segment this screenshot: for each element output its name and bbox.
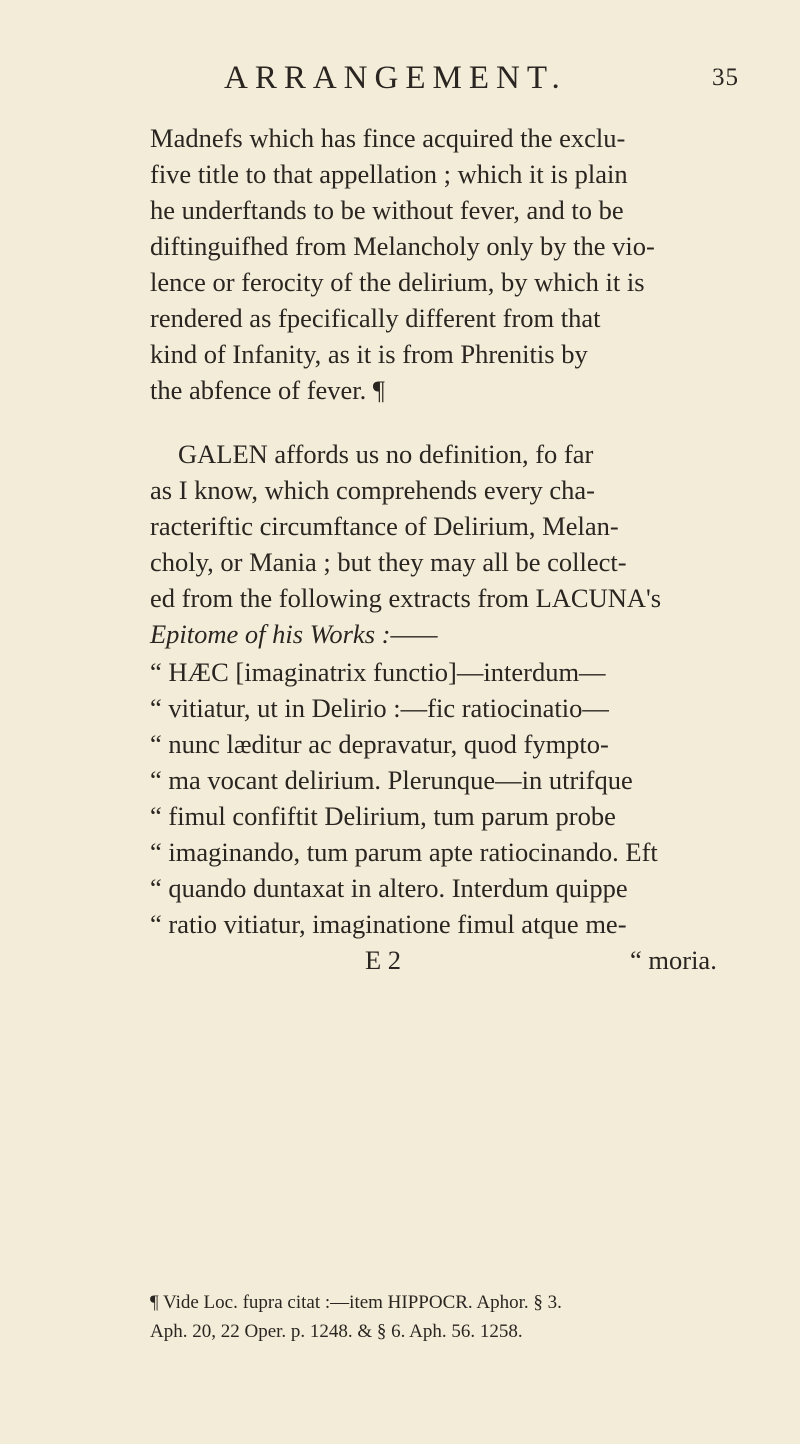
- quote-line: “ nunc læditur ac depravatur, quod fympto-: [150, 729, 609, 759]
- quote-line: “ imaginando, tum parum apte ratiocinando. Eft: [150, 837, 658, 867]
- quote-line: “ quando duntaxat in altero. Interdum quippe: [150, 873, 628, 903]
- text-line: choly, or Mania ; but they may all be collect-: [150, 547, 627, 577]
- text-line: he underftands to be without fever, and to be: [150, 195, 624, 225]
- body-text: [150, 120, 775, 978]
- text-line: GALEN affords us no definition, fo far: [178, 439, 594, 469]
- text-line: Epitome of his Works :——: [150, 619, 438, 649]
- signature-mark: E 2: [365, 945, 402, 975]
- footnote-line: ¶ Vide Loc. fupra citat :—item HIPPOCR. Aphor. § 3.: [150, 1292, 562, 1313]
- quote-line: “ fimul confiftit Delirium, tum parum probe: [150, 801, 616, 831]
- text-line: rendered as fpecifically different from that: [150, 303, 601, 333]
- text-line: lence or ferocity of the delirium, by which it is: [150, 267, 645, 297]
- page-number: 35: [712, 64, 739, 91]
- quote-line: “ vitiatur, ut in Delirio :—fic ratiocinatio—: [150, 693, 609, 723]
- catchword: “ moria.: [630, 945, 717, 975]
- text-line: racteriftic circumftance of Delirium, Melan-: [150, 511, 619, 541]
- text-line: diftinguifhed from Melancholy only by the vio-: [150, 231, 655, 261]
- text-line: Madnefs which has fince acquired the exclu-: [150, 123, 626, 153]
- quote-line: “ HÆC [imaginatrix functio]—interdum—: [150, 657, 606, 687]
- text-line: the abfence of fever. ¶: [150, 375, 385, 405]
- quote-line: “ ma vocant delirium. Plerunque—in utrifque: [150, 765, 633, 795]
- text-line: five title to that appellation ; which it is plain: [150, 159, 628, 189]
- footnote-line: Aph. 20, 22 Oper. p. 1248. & § 6. Aph. 56. 1258.: [150, 1321, 523, 1342]
- footnote: [150, 1288, 780, 1346]
- running-title: ARRANGEMENT.: [224, 60, 567, 96]
- signature-row: [150, 942, 775, 978]
- paragraph-1: [150, 120, 775, 408]
- quote-line: “ ratio vitiatur, imaginatione fimul atque me-: [150, 909, 627, 939]
- paragraph-2: [150, 436, 775, 652]
- text-line: kind of Infanity, as it is from Phrenitis by: [150, 339, 588, 369]
- text-line: as I know, which comprehends every cha-: [150, 475, 595, 505]
- latin-quotation: [150, 654, 775, 978]
- text-line: ed from the following extracts from LACUNA's: [150, 583, 662, 613]
